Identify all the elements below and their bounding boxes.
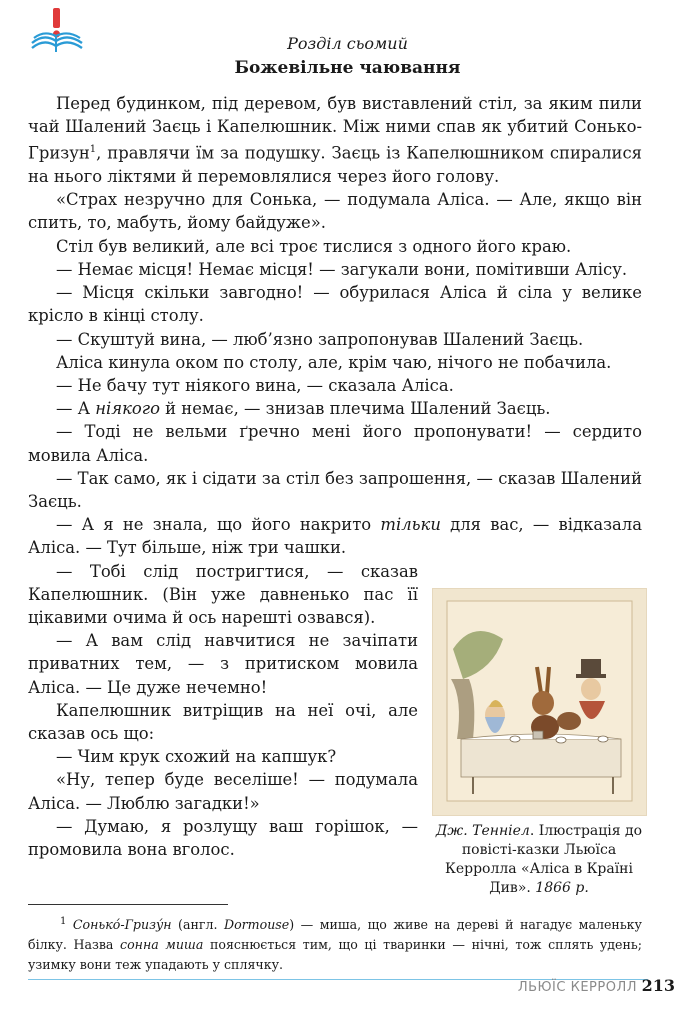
paragraph: — А ніякого й немає, — знизав плечима Шалений Заєць.	[56, 399, 551, 419]
tea-party-illustration	[432, 588, 647, 816]
paragraph: — А вам слід навчитися не зачіпати приватних тем, — з притиском мовила Аліса. — Це дуже нечемно!	[28, 631, 418, 697]
chapter-title: Божевільне чаювання	[234, 58, 461, 78]
paragraph: Аліса кинула оком по столу, але, крім чаю, нічого не побачила.	[56, 352, 612, 372]
paragraph: Стіл був великий, але всі троє тислися з одного його краю.	[56, 236, 572, 256]
paragraph: — Скуштуй вина, — люб’язно запропонував Шалений Заєць.	[56, 329, 584, 349]
paragraph: Перед будинком, під деревом, був виставлений стіл, за яким пили чай Шалений Заєць і Капелюшник. Між ними спав як убитий Сонько-Гризун$^1$, правлячи їм за подушку. Заєць із Капелюшником спиралися на нього ліктями й перемовлялися через його голову.	[28, 94, 642, 187]
paragraph: Капелюшник витріщив на неї очі, але сказав ось що:	[28, 700, 418, 743]
paragraph: — Так само, як і сідати за стіл без запрошення, — сказав Шалений Заєць.	[28, 468, 642, 511]
footnote-number: 1	[60, 916, 67, 927]
figure-caption: Дж. Тенніел. Ілюстрація до повісті-казки Льюїса Керролла «Аліса в Країні Див». 1866 р.	[435, 823, 643, 896]
footnote: $^1$ Сонько́-Гризу́н (англ. Dormouse) — миша, що живе на дереві й нагадує маленьку білку. Назва сонна миша пояснюється тим, що ці тваринки — нічні, тож сплять удень; узимку вони теж упадають у сплячку.	[28, 916, 642, 973]
wrapped-text	[28, 560, 418, 862]
running-title: ЛЬЮЇС КЕРРОЛЛ	[517, 980, 637, 995]
paragraph: — Тобі слід постригтися, — сказав Капелюшник. (Він уже давненько пас її цікавими очима й ось нарешті озвався).	[28, 561, 418, 627]
chapter-subtitle: Розділ сьомий	[287, 34, 408, 53]
paragraph: — Місця скільки завгодно! — обурилася Аліса й сіла у велике крісло в кінці столу.	[28, 283, 642, 326]
paragraph: «Страх незручно для Сонька, — подумала Аліса. — Але, якщо він спить, то, мабуть, йому байдуже».	[28, 190, 642, 233]
paragraph: — Думаю, я розлущу ваш горішок, — промовила вона вголос.	[28, 816, 418, 859]
footnote-divider	[28, 904, 228, 905]
paragraph: — Не бачу тут ніякого вина, — сказала Аліса.	[56, 375, 454, 395]
paragraph: — А я не знала, що його накрито тільки для вас, — відказала Аліса. — Тут більше, ніж три чашки.	[28, 515, 642, 558]
page-number: 213	[641, 976, 675, 995]
paragraph: — Немає місця! Немає місця! — загукали вони, помітивши Алісу.	[56, 259, 628, 279]
paragraph: — Чим крук схожий на капшук?	[56, 747, 337, 767]
paragraph: «Ну, тепер буде веселіше! — подумала Аліса. — Люблю загадки!»	[28, 770, 418, 813]
paragraph: — Тоді не вельми ґречно мені його пропонувати! — сердито мовила Аліса.	[28, 422, 642, 465]
footnote-ref: 1	[89, 144, 97, 156]
